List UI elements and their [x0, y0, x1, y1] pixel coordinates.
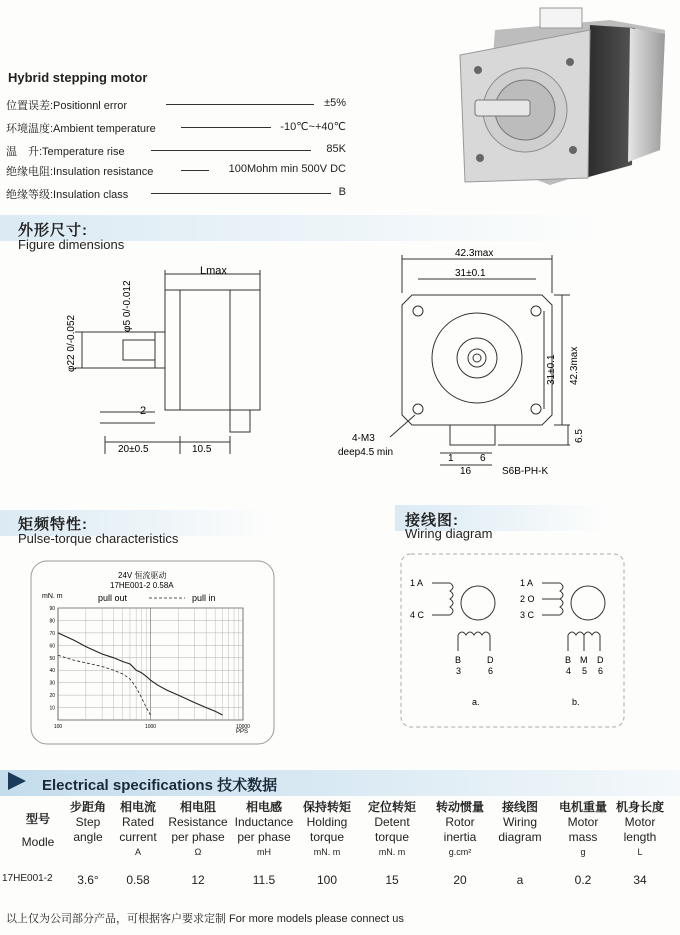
spec-label: 环境温度:Ambient temperature [6, 123, 156, 135]
column-header [163, 800, 233, 860]
wire-b-b-num: 4 [566, 666, 572, 676]
y-tick-label: 40 [49, 668, 55, 675]
column-header-line: per phase [237, 830, 291, 844]
spec-table-header [0, 800, 680, 870]
spec-value: 85K [326, 143, 346, 155]
column-header-line: angle [73, 830, 103, 844]
column-header [63, 800, 113, 845]
column-header-unit: mN. m [378, 847, 406, 857]
dim-screw: 4-M3 [352, 433, 375, 444]
column-header-line: Wiring [502, 815, 537, 829]
dim-offset: 6.5 [574, 429, 585, 443]
dim-pin-6: 6 [480, 453, 486, 464]
dim-hole-pitch-h: 31±0.1 [455, 268, 486, 279]
table-cell: 20 [453, 873, 467, 887]
spec-label: 温 升:Temperature rise [6, 146, 125, 158]
spec-position-error [6, 97, 346, 111]
legend-pull-in: pull in [192, 593, 216, 603]
column-header-unit: g [580, 847, 586, 857]
table-cell: 3.6° [77, 873, 99, 887]
wiring-diagram [400, 553, 625, 728]
column-header-line: Rotor [445, 815, 475, 829]
column-header-line: length [623, 830, 657, 844]
column-header-line: Motor [567, 815, 599, 829]
spec-value: B [338, 186, 346, 198]
chart-ylabel: mN. m [42, 593, 63, 600]
dim-shaft-dia: φ5 0/-0.012 [122, 280, 133, 332]
column-header [113, 800, 163, 860]
column-header-line: inertia [443, 830, 477, 844]
dim-screw-depth: deep4.5 min [338, 447, 394, 458]
front-view-drawing [330, 245, 590, 480]
pulse-title-cn: 矩频特性: [18, 516, 88, 533]
y-tick-label: 10 [49, 705, 55, 712]
x-tick-label: 1000 [144, 724, 157, 730]
dimensions-title-cn: 外形尺寸: [18, 222, 88, 239]
column-header-line: Holding [306, 815, 348, 829]
column-header-line: 保持转矩 [302, 800, 351, 814]
dim-height-max: 42.3max [569, 346, 580, 385]
chart-title: 24V 恒流驱动 [118, 571, 167, 580]
wire-a-top: 1 A [410, 578, 424, 588]
column-header-line: Resistance [168, 815, 228, 829]
x-tick-label: 10000 [236, 724, 250, 730]
table-cell: a [516, 873, 524, 887]
spec-value: ±5% [324, 97, 346, 109]
column-header [8, 812, 68, 850]
column-header-unit: mN. m [313, 847, 341, 857]
column-header-line: diagram [498, 830, 542, 844]
column-header-line: 相电阻 [179, 800, 216, 814]
column-header-unit: mH [257, 847, 271, 857]
column-header-unit: Ω [194, 847, 202, 857]
column-header-line: Rated [121, 815, 155, 829]
motor-photo [440, 0, 680, 195]
column-header [553, 800, 613, 860]
dim-hole-pitch-v: 31±0.1 [546, 354, 557, 385]
dim-lmax: Lmax [200, 265, 227, 277]
dim-pin-1: 1 [448, 453, 454, 464]
column-header-line: Inductance [234, 815, 294, 829]
wire-a-b: B [455, 655, 462, 665]
legend-pull-out: pull out [98, 593, 128, 603]
spec-value: -10℃~+40℃ [280, 121, 346, 133]
spec-ambient-temperature [6, 120, 346, 134]
dim-connector: S6B-PH-K [502, 466, 549, 477]
footer-note: 以上仅为公司部分产品，可根据客户要求定制 For more models please connect us [6, 913, 404, 925]
dim-flange-dia: φ22 0/-0.052 [66, 314, 77, 372]
column-header-unit: A [134, 847, 141, 857]
column-header-line: 相电流 [119, 800, 156, 814]
x-tick-label: 100 [53, 724, 63, 730]
wire-a-b-num: 3 [456, 666, 462, 676]
y-tick-label: 50 [49, 655, 55, 662]
column-header [429, 800, 491, 860]
table-cell: 12 [191, 873, 205, 887]
spec-value: 100Mohm min 500V DC [228, 163, 346, 175]
dim-step: 2 [140, 405, 147, 417]
column-header-line: Detent [374, 815, 410, 829]
wire-a-d: D [487, 655, 494, 665]
spec-label: 绝缘电阻:Insulation resistance [6, 166, 154, 178]
wire-b-b: B [565, 655, 572, 665]
column-header-line: Step [75, 815, 101, 829]
column-header-line: current [119, 830, 157, 844]
wiring-title-en: Wiring diagram [405, 526, 493, 541]
column-header-unit: g.cm² [448, 847, 472, 857]
table-cell: 0.2 [574, 873, 592, 887]
spec-table-row [0, 873, 680, 889]
table-cell: 15 [385, 873, 399, 887]
y-tick-label: 80 [49, 618, 55, 625]
column-header-line: Modle [21, 835, 55, 849]
wire-b-top: 1 A [520, 578, 534, 588]
column-header [362, 800, 422, 860]
column-header-line: 相电感 [245, 800, 282, 814]
wire-b-m: M [580, 655, 588, 665]
column-header-line: torque [374, 830, 410, 844]
table-cell: 0.58 [126, 873, 150, 887]
table-cell: 17HE001-2 [2, 873, 53, 884]
column-header [610, 800, 670, 860]
wire-a-bottom: 4 C [410, 610, 425, 620]
series-line-pull-in [58, 655, 151, 715]
spec-insulation-class [6, 186, 346, 200]
spec-label: 位置误差:Positionnl error [6, 100, 128, 112]
column-header-line: 定位转矩 [367, 800, 416, 814]
column-header-line: 接线图 [501, 800, 538, 814]
spec-insulation-resistance [6, 163, 346, 177]
column-header-unit: L [637, 847, 643, 857]
dim-len1: 20±0.5 [118, 444, 149, 455]
column-header-line: Motor [624, 815, 656, 829]
pulse-torque-chart [30, 560, 275, 745]
chart-xlabel: PPS [236, 729, 249, 735]
wire-b-d: D [597, 655, 604, 665]
column-header [493, 800, 547, 845]
electrical-title-cn: 技术数据 [217, 777, 278, 794]
y-tick-label: 60 [49, 643, 55, 650]
electrical-title: Electrical specifications [42, 777, 213, 794]
y-tick-label: 30 [49, 680, 55, 687]
column-header-line: 步距角 [69, 800, 106, 814]
wire-a-caption: a. [472, 697, 480, 707]
table-cell: 34 [633, 873, 647, 887]
dim-width-max: 42.3max [455, 248, 494, 259]
column-header-line: 转动惯量 [435, 800, 484, 814]
wire-a-d-num: 6 [488, 666, 494, 676]
y-tick-label: 70 [49, 630, 55, 637]
column-header-line: per phase [171, 830, 225, 844]
wire-b-d-num: 6 [598, 666, 604, 676]
column-header [297, 800, 357, 860]
table-cell: 100 [316, 873, 338, 887]
wire-b-mid: 2 O [520, 594, 535, 604]
pulse-title-en: Pulse-torque characteristics [18, 531, 179, 546]
wire-b-bottom: 3 C [520, 610, 535, 620]
column-header-line: torque [309, 830, 345, 844]
column-header [228, 800, 300, 860]
column-header-line: 电机重量 [558, 800, 607, 814]
dim-conn-width: 16 [460, 466, 472, 477]
table-cell: 11.5 [252, 873, 276, 887]
column-header-line: 型号 [25, 812, 50, 826]
spec-label: 绝缘等级:Insulation class [6, 189, 129, 201]
wiring-title-cn: 接线图: [405, 512, 459, 529]
y-tick-label: 20 [49, 693, 55, 700]
spec-temperature-rise [6, 143, 346, 157]
column-header-line: 机身长度 [615, 800, 664, 814]
chart-subtitle: 17HE001-2 0.58A [110, 581, 174, 590]
column-header-line: mass [568, 830, 598, 844]
y-tick-label: 90 [49, 606, 55, 612]
wire-b-caption: b. [572, 697, 580, 707]
dim-len2: 10.5 [192, 444, 212, 455]
dimensions-title-en: Figure dimensions [18, 237, 125, 252]
side-view-drawing [60, 262, 290, 477]
product-title: Hybrid stepping motor [8, 70, 148, 85]
wire-b-m-num: 5 [582, 666, 588, 676]
